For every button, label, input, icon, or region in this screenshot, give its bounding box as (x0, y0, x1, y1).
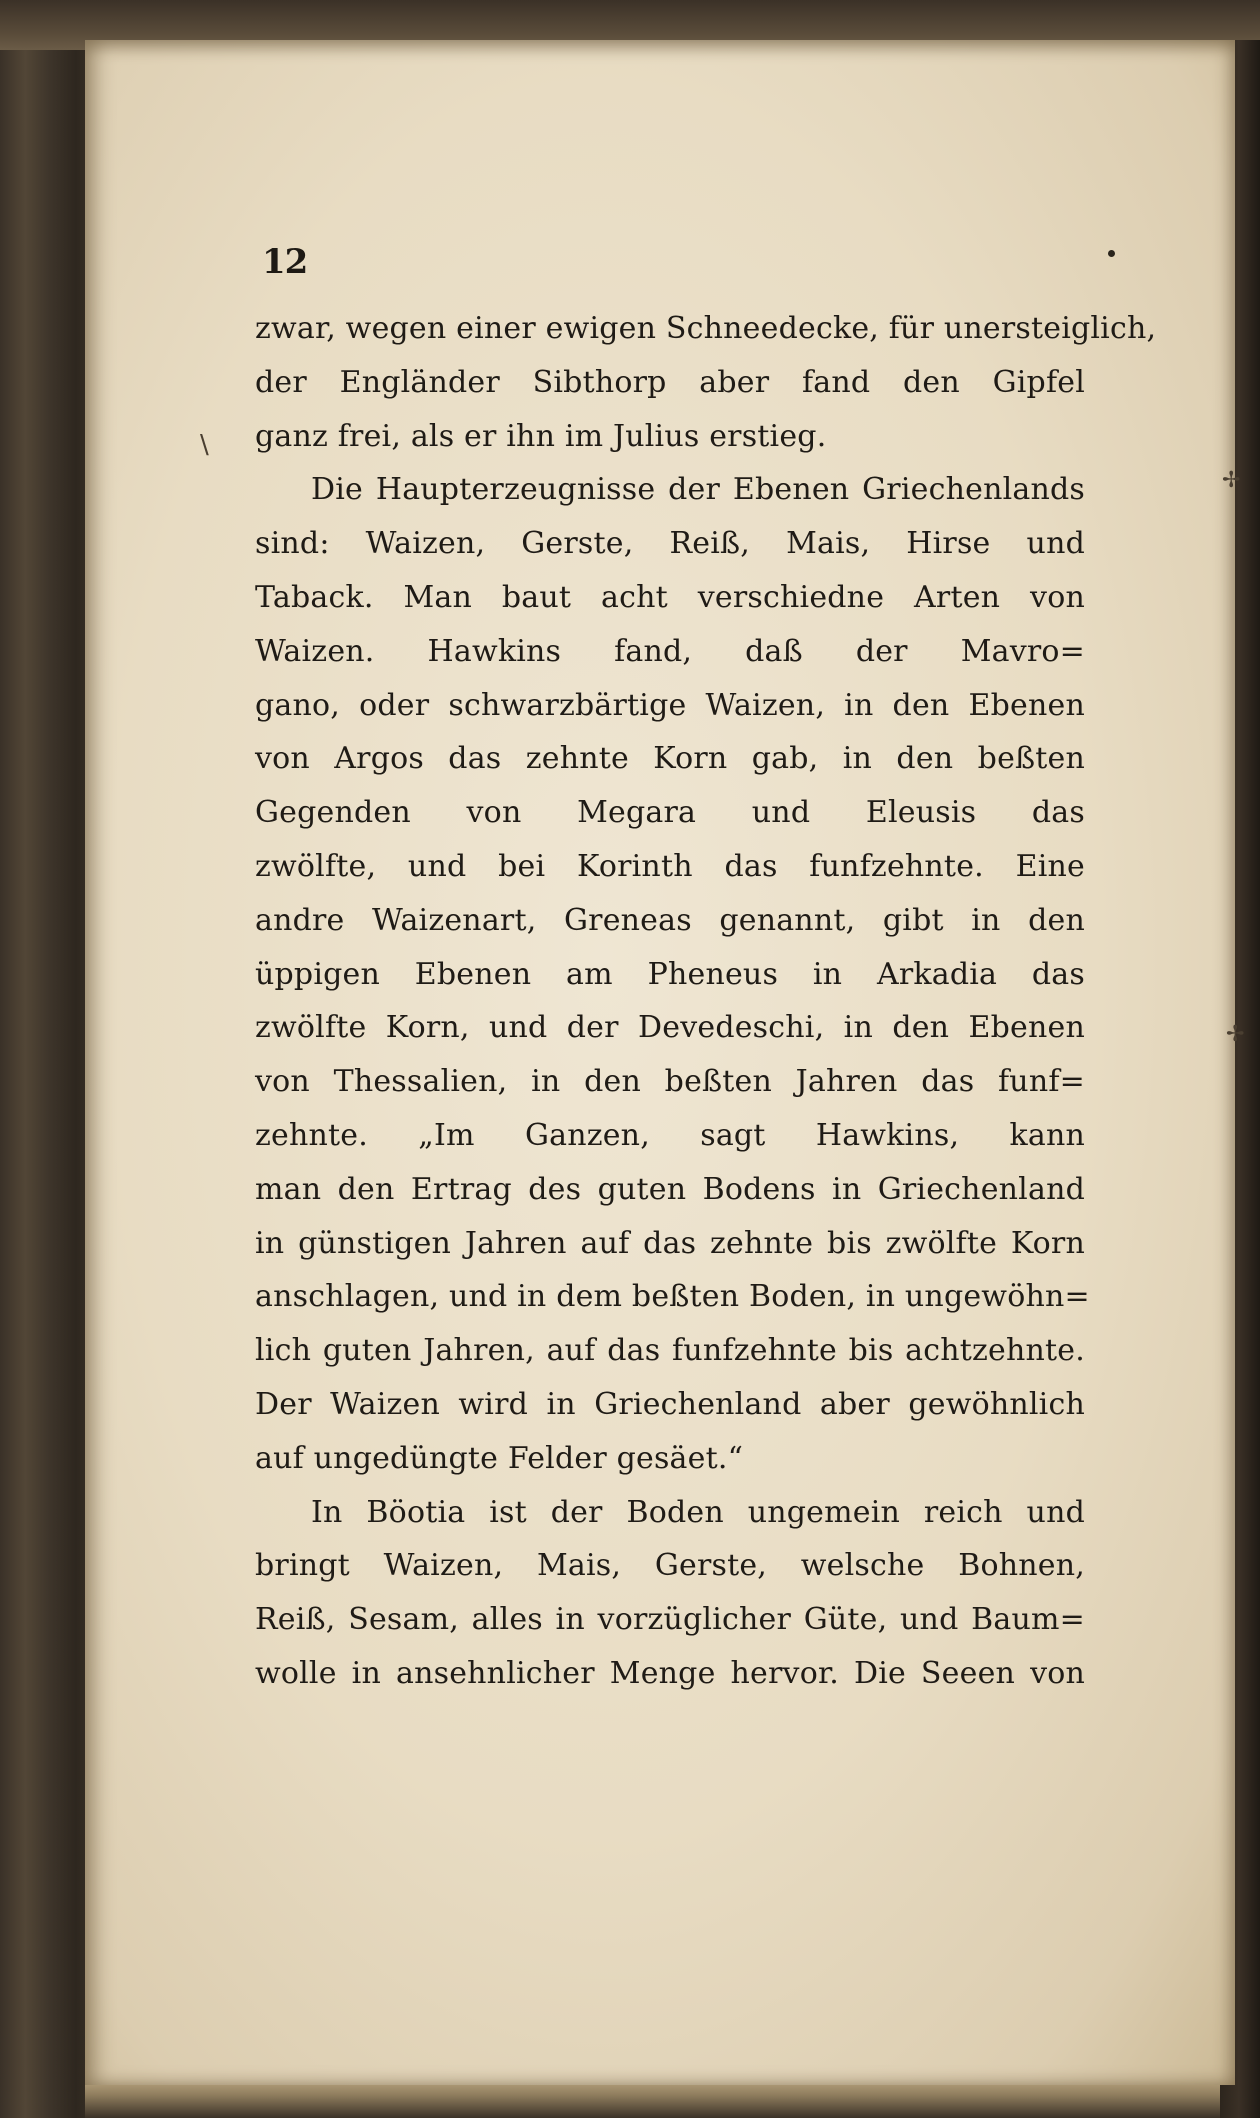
text-line: zwar, wegen einer ewigen Schneedecke, für unersteiglich, (255, 311, 1157, 346)
text-line: von Thessalien, in den beßten Jahren das funf= (255, 1064, 1085, 1100)
text-line: Reiß, Sesam, alles in vorzüglicher Güte, und Baum= (255, 1602, 1085, 1638)
text-line: der Engländer Sibthorp aber fand den Gipfel (255, 364, 1085, 400)
page-number: 12 (262, 242, 308, 282)
text-line: auf ungedüngte Felder gesäet.“ (255, 1440, 744, 1476)
text-line: Die Haupterzeugnisse der Ebenen Griechenlands (311, 472, 1085, 508)
body-text (255, 302, 1157, 1701)
margin-mark: ✢ (1226, 1022, 1245, 1047)
text-line: andre Waizenart, Greneas genannt, gibt in den (255, 902, 1085, 938)
text-line: In Böotia ist der Boden ungemein reich und (311, 1494, 1085, 1530)
text-line: wolle in ansehnlicher Menge hervor. Die Seeen von (255, 1655, 1085, 1691)
text-line: zwölfte, und bei Korinth das funfzehnte. Eine (255, 848, 1085, 884)
text-line: zwölfte Korn, und der Devedeschi, in den Ebenen (255, 1010, 1085, 1046)
page-stack-bottom (85, 2080, 1220, 2118)
text-line: gano, oder schwarzbärtige Waizen, in den Ebenen (255, 687, 1085, 723)
text-line: Gegenden von Megara und Eleusis das (255, 795, 1085, 831)
text-line: in günstigen Jahren auf das zehnte bis zwölfte Korn (255, 1225, 1085, 1261)
text-line: Der Waizen wird in Griechenland aber gewöhnlich (255, 1386, 1085, 1422)
text-line: Waizen. Hawkins fand, daß der Mavro= (255, 633, 1085, 669)
text-line: ganz frei, als er ihn im Julius erstieg. (255, 418, 827, 454)
text-line: anschlagen, und in dem beßten Boden, in ungewöhn= (255, 1279, 1090, 1315)
text-line: bringt Waizen, Mais, Gerste, welsche Bohnen, (255, 1548, 1085, 1584)
text-line: lich guten Jahren, auf das funfzehnte bis achtzehnte. (255, 1333, 1085, 1369)
margin-mark: \ (200, 430, 209, 460)
text-line: von Argos das zehnte Korn gab, in den beßten (255, 741, 1085, 777)
text-line: zehnte. „Im Ganzen, sagt Hawkins, kann (255, 1117, 1085, 1153)
decorative-dot (1108, 250, 1115, 257)
text-line: Taback. Man baut acht verschiedne Arten von (255, 579, 1085, 615)
text-line: man den Ertrag des guten Bodens in Griechenland (255, 1171, 1085, 1207)
margin-mark: ✢ (1222, 468, 1241, 493)
text-line: üppigen Ebenen am Pheneus in Arkadia das (255, 956, 1085, 992)
text-line: sind: Waizen, Gerste, Reiß, Mais, Hirse und (255, 526, 1085, 562)
